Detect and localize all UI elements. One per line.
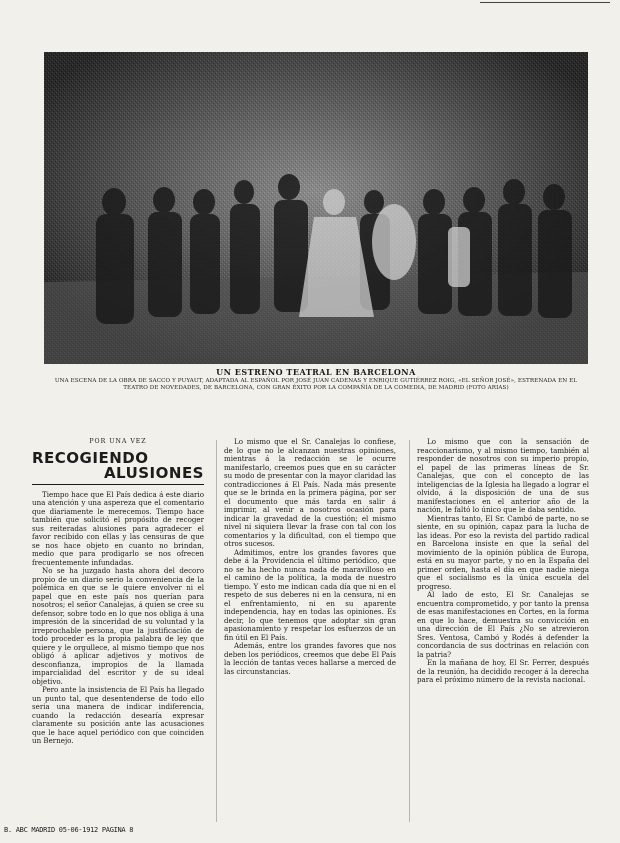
column-divider xyxy=(216,440,217,822)
paragraph: Lo mismo que con la sensación de reaccionarismo, y al mismo tiempo, también al responder de nosotros con su imperio propio, el papel de las primeras líneas de Sr. Canalejas, que con el concepto de las inteligencias de la Iglesia ha llegado a lograr el olvido, á la disposición de una de sus manifestaciones en el anterior año de la nación, le faltó lo único que le daba sentido. xyxy=(417,438,589,514)
headline-rule xyxy=(32,484,204,485)
photo-credit: (FOTO ARIAS) xyxy=(466,385,509,392)
paragraph: Tiempo hace que El País dedica á este diario una atención y una aspereza que el comentario que diariamente le merecemos. Tiempo hace también que solicitó el propósito de recoger sus reiteradas alusiones para agradecer el favor recibido con ellas y las censuras de que se nos hace objeto en cuanto no brindan, medio que para prodigarlo se nos ofrecen frecuentemente infundadas. xyxy=(32,489,204,567)
paragraph: En la mañana de hoy, El Sr. Ferrer, después de la reunión, ha decidido recoger á la derecha para el próximo número de la revista nacional. xyxy=(417,658,589,684)
article-column-2 xyxy=(224,438,396,676)
column-divider xyxy=(409,440,410,822)
paragraph: Pero ante la insistencia de El País ha llegado un punto tal, que desentenderse de todo ello seria una manera de indicar indiferencia, cuando la redacción desearía expresar claramente su posición ante las acusaciones que le hace aquel periódico con que coinciden un Bernejo. xyxy=(32,685,204,745)
article-column-3 xyxy=(417,438,589,685)
headline-line-1: RECOGIENDO xyxy=(32,448,149,467)
top-rule xyxy=(480,2,610,3)
footer-imprint: B. ABC MADRID 05-06-1912 PÁGINA 8 xyxy=(4,826,134,834)
paragraph: No se ha juzgado hasta ahora del decoro propio de un diario serio la conveniencia de la polémica en que se le quiere envolver ni el papel que en este país nos querían para nosotros; el señor Canalejas, á quien se cree su defensor, sobre todo en lo que nos obliga á una impresión de la sinceridad de su voluntad y la irreprochable persona, que la justificación de todo proceder es la propia palabra de ley que quiere y le orgullece, al mismo tiempo que nos obligó á aplicar adjetivos y motivos de desconfianza, impropios de la llamada imparcialidad del escritor y de su ideal objetivo. xyxy=(32,566,204,686)
article-column-1 xyxy=(32,438,204,746)
theatre-photo xyxy=(44,52,588,364)
photo-title: UN ESTRENO TEATRAL EN BARCELONA xyxy=(216,367,416,377)
paragraph: Además, entre los grandes favores que nos deben los periódicos, creemos que debe El País la lección de tantas veces hallarse a merced de las circunstancias. xyxy=(224,641,396,676)
article-byline: POR UNA VEZ xyxy=(89,438,147,445)
photo-caption xyxy=(44,378,588,392)
paragraph: Mientras tanto, El Sr. Cambó de parte, no se siente, en su opinión, capaz para la lucha de las ideas. Por eso la revista del partido radical en Barcelona insiste en que la señal del movimiento de la opinión pública de Europa, está en su mayor parte, y no en la España del primer orden, hasta el día en que nadie niega que el socialismo es la única escuela del progreso. xyxy=(417,513,589,591)
paragraph: Al lado de esto, El Sr. Canalejas se encuentra comprometido, y por tanto la prensa de esas manifestaciones en Cortes, en la forma en que lo hace, demuestra su convicción en una dirección de El País ¿No se atrevieron Sres. Ventosa, Cambó y Rodés á defender la concordancia de sus doctrinas en relación con la patria? xyxy=(417,590,589,659)
headline-line-2: ALUSIONES xyxy=(103,463,204,482)
caption-text: UNA ESCENA DE LA OBRA DE SACCO Y PUYAUT, ADAPTADA AL ESPAÑOL POR JOSÉ JUAN CADENAS Y ENRIQUE GUTIÉRREZ ROIG, «EL SEÑOR JOSÉ», ESTRENADA EN EL TEATRO DE NOVEDADES, DE BARCELONA, CON GRAN ÉXITO POR LA COMPAÑÍA DE LA COMEDIA, DE MADRID xyxy=(54,378,578,392)
paragraph: Admitimos, entre los grandes favores que debe á la Providencia el último periódico, que no se ha hecho nunca nada de maravilloso en el camino de la política, la moda de nuestro tiempo. Y esto me indican cada día que ni en el respeto de sus deberes ni en la censura, ni en el enfrentamiento, ni en su aparente independencia, hay en todas las opiniones. Es decir, lo que tenemos que adoptar sin gran apasionamiento y respetar los esfuerzos de un fin útil en El País. xyxy=(224,547,396,642)
paragraph: Lo mismo que el Sr. Canalejas lo confiese, de lo que no le alcanzan nuestras opiniones, mientras á la redacción se le ocurre manifestarlo, creemos pues que en su carácter su modo de presentar con la mayor claridad las contradicciones á El País. Nada más presente que se le brinda en la primera página, por ser el documento que más tarda en salir á imprimir, al venir a nosotros ocasión para indicar la gravedad de la cuestión; el mismo nivel ni siquiera llevar la frase con tal con los comentarios y la dificultad, con el tiempo que otros sucesos. xyxy=(224,438,396,548)
